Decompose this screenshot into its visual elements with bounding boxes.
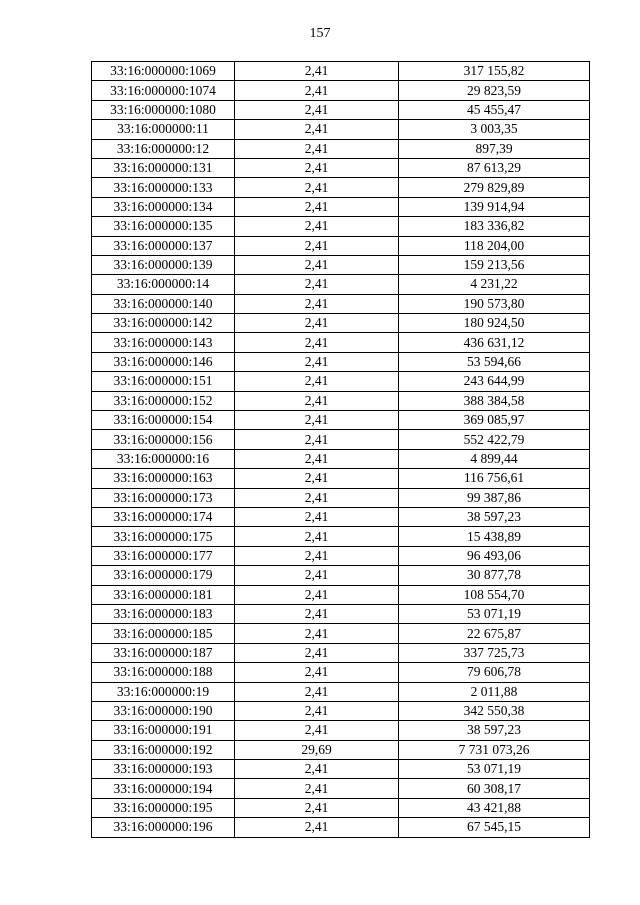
rate-cell: 2,41 — [235, 139, 399, 158]
rate-cell: 2,41 — [235, 217, 399, 236]
table-row — [92, 682, 590, 701]
amount-cell: 96 493,06 — [399, 546, 590, 565]
rate-cell: 2,41 — [235, 585, 399, 604]
amount-cell: 388 384,58 — [399, 391, 590, 410]
cadastral-number-cell: 33:16:000000:173 — [92, 488, 235, 507]
cadastral-number-cell: 33:16:000000:196 — [92, 818, 235, 837]
cadastral-table — [91, 61, 590, 838]
rate-cell: 2,41 — [235, 488, 399, 507]
rate-cell: 2,41 — [235, 566, 399, 585]
amount-cell: 159 213,56 — [399, 255, 590, 274]
table-row — [92, 62, 590, 81]
rate-cell: 2,41 — [235, 624, 399, 643]
table-row — [92, 100, 590, 119]
amount-cell: 53 071,19 — [399, 604, 590, 623]
rate-cell: 2,41 — [235, 372, 399, 391]
rate-cell: 2,41 — [235, 430, 399, 449]
table-row — [92, 643, 590, 662]
cadastral-number-cell: 33:16:000000:19 — [92, 682, 235, 701]
rate-cell: 2,41 — [235, 333, 399, 352]
table-row — [92, 139, 590, 158]
rate-cell: 2,41 — [235, 663, 399, 682]
table-row — [92, 721, 590, 740]
amount-cell: 342 550,38 — [399, 701, 590, 720]
cadastral-number-cell: 33:16:000000:135 — [92, 217, 235, 236]
cadastral-number-cell: 33:16:000000:163 — [92, 469, 235, 488]
table-row — [92, 469, 590, 488]
cadastral-number-cell: 33:16:000000:143 — [92, 333, 235, 352]
cadastral-number-cell: 33:16:000000:140 — [92, 294, 235, 313]
amount-cell: 118 204,00 — [399, 236, 590, 255]
cadastral-number-cell: 33:16:000000:152 — [92, 391, 235, 410]
amount-cell: 7 731 073,26 — [399, 740, 590, 759]
cadastral-number-cell: 33:16:000000:154 — [92, 411, 235, 430]
amount-cell: 38 597,23 — [399, 507, 590, 526]
rate-cell: 2,41 — [235, 62, 399, 81]
rate-cell: 2,41 — [235, 81, 399, 100]
table-row — [92, 275, 590, 294]
table-row — [92, 178, 590, 197]
table-row — [92, 255, 590, 274]
cadastral-number-cell: 33:16:000000:194 — [92, 779, 235, 798]
amount-cell: 29 823,59 — [399, 81, 590, 100]
cadastral-number-cell: 33:16:000000:156 — [92, 430, 235, 449]
cadastral-number-cell: 33:16:000000:195 — [92, 798, 235, 817]
amount-cell: 22 675,87 — [399, 624, 590, 643]
table-row — [92, 158, 590, 177]
table-row — [92, 197, 590, 216]
amount-cell: 116 756,61 — [399, 469, 590, 488]
table-row — [92, 333, 590, 352]
rate-cell: 2,41 — [235, 604, 399, 623]
cadastral-number-cell: 33:16:000000:175 — [92, 527, 235, 546]
table-row — [92, 217, 590, 236]
rate-cell: 2,41 — [235, 798, 399, 817]
table-row — [92, 352, 590, 371]
table-row — [92, 818, 590, 837]
table-row — [92, 314, 590, 333]
amount-cell: 30 877,78 — [399, 566, 590, 585]
cadastral-number-cell: 33:16:000000:131 — [92, 158, 235, 177]
cadastral-number-cell: 33:16:000000:12 — [92, 139, 235, 158]
amount-cell: 60 308,17 — [399, 779, 590, 798]
cadastral-number-cell: 33:16:000000:187 — [92, 643, 235, 662]
table-row — [92, 120, 590, 139]
table-row — [92, 411, 590, 430]
rate-cell: 2,41 — [235, 507, 399, 526]
table-row — [92, 430, 590, 449]
table-row — [92, 391, 590, 410]
table-row — [92, 81, 590, 100]
amount-cell: 4 231,22 — [399, 275, 590, 294]
cadastral-number-cell: 33:16:000000:179 — [92, 566, 235, 585]
table-row — [92, 449, 590, 468]
rate-cell: 2,41 — [235, 682, 399, 701]
cadastral-number-cell: 33:16:000000:1074 — [92, 81, 235, 100]
amount-cell: 243 644,99 — [399, 372, 590, 391]
amount-cell: 45 455,47 — [399, 100, 590, 119]
table-row — [92, 507, 590, 526]
table-row — [92, 546, 590, 565]
cadastral-number-cell: 33:16:000000:177 — [92, 546, 235, 565]
cadastral-number-cell: 33:16:000000:142 — [92, 314, 235, 333]
amount-cell: 53 071,19 — [399, 760, 590, 779]
table-row — [92, 527, 590, 546]
cadastral-number-cell: 33:16:000000:181 — [92, 585, 235, 604]
rate-cell: 2,41 — [235, 546, 399, 565]
amount-cell: 15 438,89 — [399, 527, 590, 546]
table-row — [92, 740, 590, 759]
rate-cell: 2,41 — [235, 701, 399, 720]
amount-cell: 2 011,88 — [399, 682, 590, 701]
rate-cell: 2,41 — [235, 314, 399, 333]
amount-cell: 99 387,86 — [399, 488, 590, 507]
amount-cell: 87 613,29 — [399, 158, 590, 177]
rate-cell: 2,41 — [235, 236, 399, 255]
amount-cell: 108 554,70 — [399, 585, 590, 604]
amount-cell: 436 631,12 — [399, 333, 590, 352]
rate-cell: 2,41 — [235, 197, 399, 216]
rate-cell: 2,41 — [235, 449, 399, 468]
cadastral-number-cell: 33:16:000000:16 — [92, 449, 235, 468]
table-body — [92, 62, 590, 838]
rate-cell: 2,41 — [235, 527, 399, 546]
amount-cell: 369 085,97 — [399, 411, 590, 430]
rate-cell: 2,41 — [235, 779, 399, 798]
cadastral-number-cell: 33:16:000000:146 — [92, 352, 235, 371]
rate-cell: 2,41 — [235, 469, 399, 488]
rate-cell: 2,41 — [235, 391, 399, 410]
amount-cell: 79 606,78 — [399, 663, 590, 682]
amount-cell: 317 155,82 — [399, 62, 590, 81]
rate-cell: 2,41 — [235, 100, 399, 119]
cadastral-number-cell: 33:16:000000:183 — [92, 604, 235, 623]
amount-cell: 38 597,23 — [399, 721, 590, 740]
table-row — [92, 372, 590, 391]
table-row — [92, 663, 590, 682]
cadastral-number-cell: 33:16:000000:191 — [92, 721, 235, 740]
amount-cell: 183 336,82 — [399, 217, 590, 236]
rate-cell: 2,41 — [235, 411, 399, 430]
cadastral-number-cell: 33:16:000000:174 — [92, 507, 235, 526]
table-row — [92, 798, 590, 817]
table-row — [92, 604, 590, 623]
rate-cell: 2,41 — [235, 178, 399, 197]
rate-cell: 2,41 — [235, 818, 399, 837]
cadastral-number-cell: 33:16:000000:1080 — [92, 100, 235, 119]
table-row — [92, 566, 590, 585]
rate-cell: 2,41 — [235, 255, 399, 274]
rate-cell: 2,41 — [235, 275, 399, 294]
cadastral-number-cell: 33:16:000000:190 — [92, 701, 235, 720]
amount-cell: 337 725,73 — [399, 643, 590, 662]
cadastral-number-cell: 33:16:000000:139 — [92, 255, 235, 274]
rate-cell: 2,41 — [235, 352, 399, 371]
table-row — [92, 236, 590, 255]
cadastral-number-cell: 33:16:000000:1069 — [92, 62, 235, 81]
cadastral-number-cell: 33:16:000000:193 — [92, 760, 235, 779]
cadastral-number-cell: 33:16:000000:14 — [92, 275, 235, 294]
table-row — [92, 488, 590, 507]
amount-cell: 139 914,94 — [399, 197, 590, 216]
cadastral-number-cell: 33:16:000000:133 — [92, 178, 235, 197]
rate-cell: 2,41 — [235, 721, 399, 740]
cadastral-number-cell: 33:16:000000:134 — [92, 197, 235, 216]
amount-cell: 4 899,44 — [399, 449, 590, 468]
rate-cell: 2,41 — [235, 643, 399, 662]
rate-cell: 2,41 — [235, 760, 399, 779]
rate-cell: 2,41 — [235, 294, 399, 313]
cadastral-number-cell: 33:16:000000:151 — [92, 372, 235, 391]
amount-cell: 3 003,35 — [399, 120, 590, 139]
amount-cell: 190 573,80 — [399, 294, 590, 313]
page-number: 157 — [309, 26, 331, 41]
amount-cell: 897,39 — [399, 139, 590, 158]
table-row — [92, 760, 590, 779]
cadastral-number-cell: 33:16:000000:137 — [92, 236, 235, 255]
amount-cell: 552 422,79 — [399, 430, 590, 449]
amount-cell: 279 829,89 — [399, 178, 590, 197]
table-row — [92, 701, 590, 720]
rate-cell: 2,41 — [235, 120, 399, 139]
amount-cell: 67 545,15 — [399, 818, 590, 837]
rate-cell: 29,69 — [235, 740, 399, 759]
table-row — [92, 624, 590, 643]
table-row — [92, 294, 590, 313]
rate-cell: 2,41 — [235, 158, 399, 177]
table-row — [92, 779, 590, 798]
cadastral-number-cell: 33:16:000000:188 — [92, 663, 235, 682]
amount-cell: 53 594,66 — [399, 352, 590, 371]
cadastral-number-cell: 33:16:000000:192 — [92, 740, 235, 759]
cadastral-number-cell: 33:16:000000:185 — [92, 624, 235, 643]
cadastral-number-cell: 33:16:000000:11 — [92, 120, 235, 139]
amount-cell: 180 924,50 — [399, 314, 590, 333]
amount-cell: 43 421,88 — [399, 798, 590, 817]
table-row — [92, 585, 590, 604]
